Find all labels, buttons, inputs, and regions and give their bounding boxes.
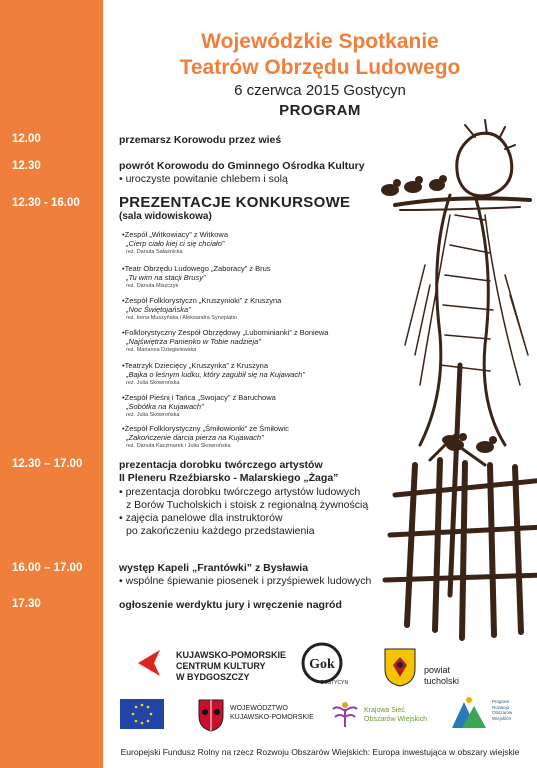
event-date: 6 czerwca 2015 Gostycyn <box>234 82 406 99</box>
ksow-line: Obszarów Wiejskich <box>364 716 428 723</box>
event-exhibition: prezentacja dorobku twórczego artystów <box>119 459 323 471</box>
ksow-logo-text <box>364 706 427 724</box>
prow-line: Rozwoju <box>492 704 510 710</box>
troupe-director: reż. Julia Skowrońska <box>126 380 180 386</box>
ckk-line: CENTRUM KULTURY <box>176 661 266 671</box>
scarecrow-illustration <box>355 115 537 650</box>
time-slot: 17.30 <box>12 598 41 610</box>
wojewodztwo-logo-text <box>230 704 314 722</box>
troupe-name: • Folklorystyczny Zespół Obrzędowy „Lubominianki” z Boniewa <box>122 328 362 337</box>
troupe-item <box>122 264 362 290</box>
time-slot: 16.00 – 17.00 <box>12 562 83 574</box>
event-band: występ Kapeli „Frantówki” z Bysławia <box>119 562 309 574</box>
event-exhibition-detail: • prezentacja dorobku twórczego artystów ludowych <box>119 486 361 498</box>
troupe-show: „Bajka o leśnym ludku, który zagubił się na Kujawach” <box>126 370 305 379</box>
powiat-line: powiat <box>424 665 451 675</box>
time-slot: 12.30 <box>12 160 41 172</box>
ksow-logo-icon <box>330 697 360 729</box>
troupe-director: reż. Danuta Sałaśnicka <box>126 249 183 255</box>
ckk-line: W BYDGOSZCZY <box>176 672 250 682</box>
ckk-line: KUJAWSKO-POMORSKIE <box>176 650 287 660</box>
troupe-name: • Zespół Folklorystyczn „Kruszynioki” z Kruszyna <box>122 296 362 305</box>
prow-logo-text <box>492 699 512 721</box>
orange-sidebar <box>0 0 103 768</box>
gok-logo-text: GOSTYCYN <box>320 680 349 686</box>
ckk-logo-icon <box>130 648 170 678</box>
event-singing: • wspólne śpiewanie piosenek i przyśpiewek ludowych <box>119 575 372 587</box>
troupe-item <box>122 424 362 450</box>
troupe-item <box>122 230 362 256</box>
event-return: powrót Korowodu do Gminnego Ośrodka Kultury <box>119 160 365 172</box>
funding-footer: Europejski Fundusz Rolny na rzecz Rozwoju Obszarów Wiejskich: Europa inwestująca w obszary wiejskie <box>120 747 520 757</box>
program-heading: PROGRAM <box>279 102 361 119</box>
svg-text:Gok: Gok <box>309 657 335 672</box>
troupe-show: „Zakończenie darcia pierza na Kujawach” <box>126 433 264 442</box>
troupe-name: • Teatr Obrzędu Ludowego „Zaboracy” z Brus <box>122 264 362 273</box>
eu-flag-icon <box>120 699 164 729</box>
event-march: przemarsz Korowodu przez wieś <box>119 134 282 146</box>
ksow-line: Krajowa Sieć <box>364 707 405 714</box>
event-title-line2: Teatrów Obrzędu Ludowego <box>179 56 461 79</box>
troupe-director: reż. Danuta Kaczmarek i Julia Skowrońska <box>126 443 231 449</box>
time-slot: 12.30 – 17.00 <box>12 458 83 470</box>
powiat-line: tucholski <box>424 676 460 686</box>
troupe-name: • Teatrzyk Dziecięcy „Kruszynka” z Kruszyna <box>122 361 362 370</box>
powiat-crest-icon <box>383 647 417 687</box>
troupe-item <box>122 296 362 322</box>
event-plener: II Pleneru Rzeźbiarsko - Malarskiego „Żaga” <box>119 472 339 484</box>
event-title-line1: Wojewódzkie Spotkanie <box>201 30 439 53</box>
prow-line: Obszarów <box>492 710 513 715</box>
time-slot: 12.00 <box>12 133 41 145</box>
troupe-item <box>122 328 362 354</box>
troupe-name: • Zespół „Witkowiacy” z Witkowa <box>122 230 362 239</box>
troupe-director: reż. Danuta Miszczyk <box>126 283 179 289</box>
wojewodztwo-crest-icon <box>197 698 225 732</box>
competition-venue: (sala widowiskowa) <box>119 211 212 222</box>
ckk-logo-text <box>176 650 286 683</box>
event-verdict: ogłoszenie werdyktu jury i wręczenie nagród <box>119 599 342 611</box>
prow-logo-icon <box>448 694 490 732</box>
troupe-show: „Najświętrza Panienko w Tobie nadzieja” <box>126 337 261 346</box>
troupe-director: reż. Marianna Dziegielewska <box>126 347 197 353</box>
prow-line: Program <box>492 699 510 704</box>
event-workshop-detail: po zakończeniu każdego przedstawienia <box>126 525 315 537</box>
powiat-logo-text <box>424 665 459 687</box>
troupe-show: „Cierp ciało kiej ci się chciało” <box>126 239 225 248</box>
prow-line: Wiejskich <box>492 715 512 721</box>
competition-heading: PREZENTACJE KONKURSOWE <box>119 194 351 211</box>
troupe-show: „Noc Świętojańska” <box>126 305 191 314</box>
event-workshop: • zajęcia panelowe dla instruktorów <box>119 512 283 524</box>
troupe-name: • Zespół Folklorystyczny „Śmiłowionki” ze Śmiłowic <box>122 424 362 433</box>
wojewodztwo-line: KUJAWSKO-POMORSKIE <box>230 714 314 721</box>
troupe-name: • Zespół Pieśni i Tańca „Swojacy” z Baruchowa <box>122 393 362 402</box>
troupe-item <box>122 361 362 387</box>
troupe-director: reż. Julia Skowrońska <box>126 412 180 418</box>
event-welcome: • uroczyste powitanie chlebem i solą <box>119 173 288 185</box>
troupe-director: reż. Irena Muszyńska i Aleksandra Synoplatio <box>126 315 237 321</box>
wojewodztwo-line: WOJEWÓDZTWO <box>230 705 288 712</box>
time-slot: 12.30 - 16.00 <box>12 197 80 209</box>
troupe-item <box>122 393 362 419</box>
troupe-show: „Tu wim na stacji Brusy” <box>126 273 206 282</box>
troupe-show: „Sobótka na Kujawach” <box>126 402 204 411</box>
event-exhibition-detail: z Borów Tucholskich i stoisk z regionalną żywnością <box>126 499 369 511</box>
